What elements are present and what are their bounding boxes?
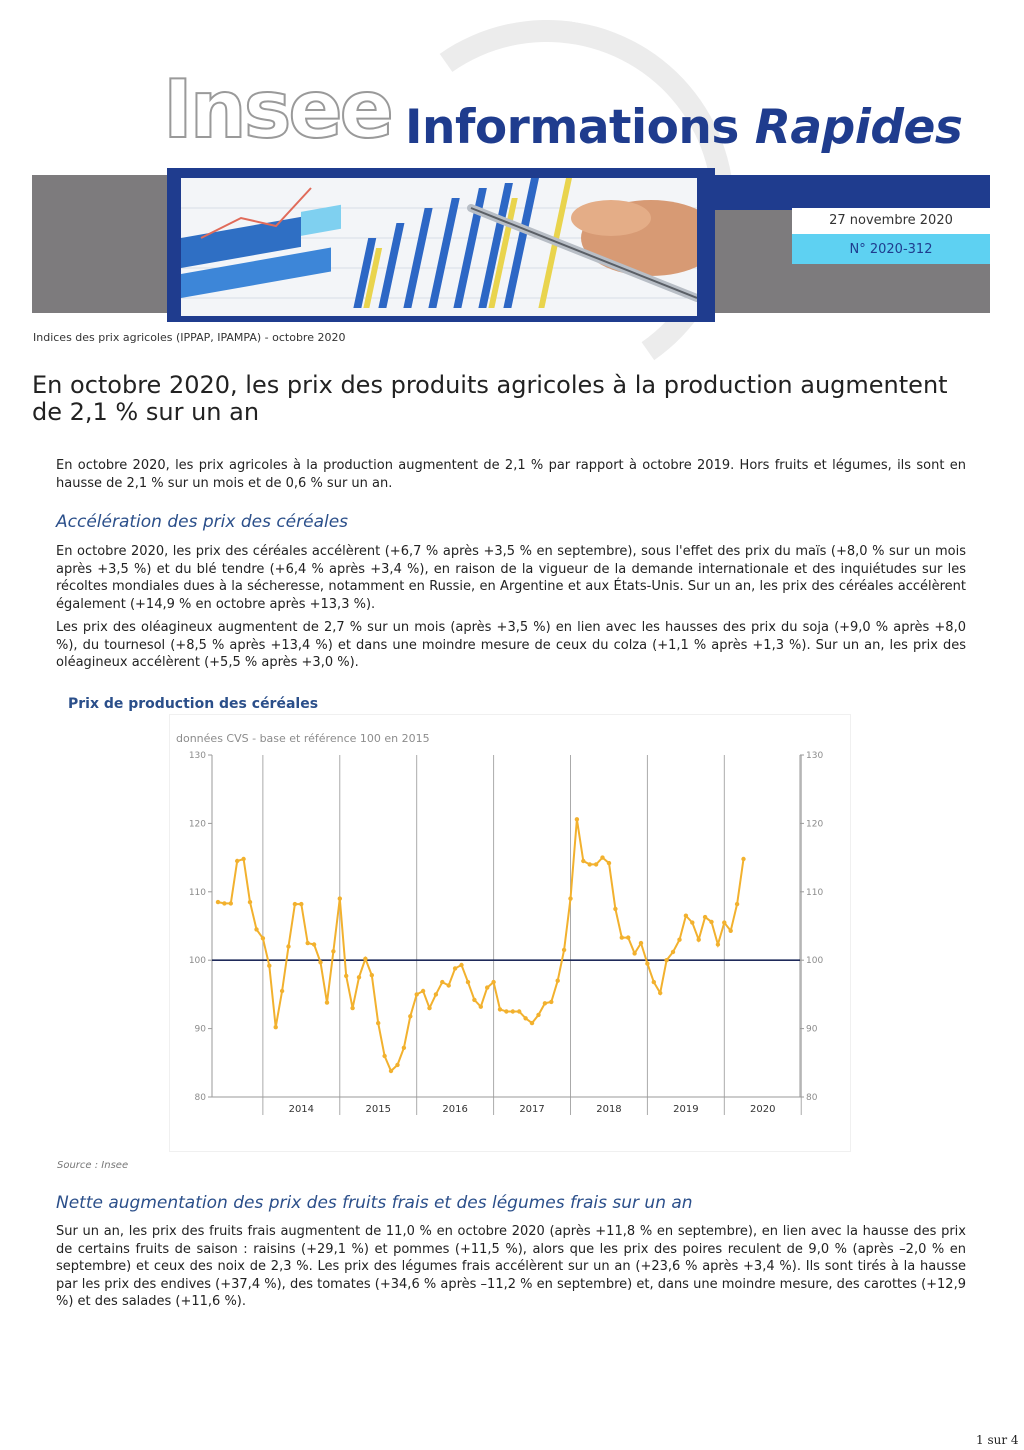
data-point	[222, 901, 226, 905]
publication-title	[405, 100, 962, 155]
cereal-price-chart	[170, 715, 850, 1151]
x-tick-label: 2018	[596, 1104, 622, 1115]
data-point	[389, 1069, 393, 1073]
data-point	[254, 927, 258, 931]
publication-title-word1: Informations	[405, 100, 739, 155]
data-point	[716, 942, 720, 946]
data-point	[543, 1001, 547, 1005]
data-point	[274, 1025, 278, 1029]
y-tick-label-left: 80	[194, 1093, 206, 1103]
data-point	[697, 938, 701, 942]
data-point	[421, 989, 425, 993]
data-point	[248, 900, 252, 904]
data-point	[523, 1016, 527, 1020]
data-point	[664, 958, 668, 962]
x-tick-label: 2017	[519, 1104, 545, 1115]
data-point	[241, 857, 245, 861]
data-point	[447, 983, 451, 987]
section1-paragraph1: En octobre 2020, les prix des céréales accélèrent (+6,7 % après +3,5 % en septembre), sous l'effet des prix du maïs (+8,0 % sur un mois après +3,5 %) et du blé tendre (+6,4 % après +3,4 %), en raison de la vigueur de la demande internationale et des inquiétudes sur les récoltes mondiales dues à la sécheresse, notamment en Russie, en Argentine et aux États-Unis. Sur un an, les prix des céréales accélèrent également (+14,9 % en octobre après +13,3 %).	[56, 544, 966, 612]
data-point	[703, 915, 707, 919]
header-photo-frame	[167, 168, 715, 322]
data-point	[491, 980, 495, 984]
data-point	[568, 896, 572, 900]
data-point	[306, 941, 310, 945]
data-point	[536, 1013, 540, 1017]
intro-paragraph: En octobre 2020, les prix agricoles à la production augmentent de 2,1 % par rapport à octobre 2019. Hors fruits et légumes, ils sont en hausse de 2,1 % sur un mois et de 0,6 % sur un an.	[56, 458, 966, 491]
data-point	[395, 1063, 399, 1067]
x-tick-label: 2020	[750, 1104, 776, 1115]
data-point	[613, 907, 617, 911]
headline: En octobre 2020, les prix des produits agricoles à la production augmentent de 2,1 % sur un an	[32, 371, 948, 426]
data-point	[466, 980, 470, 984]
data-point	[286, 944, 290, 948]
data-point	[511, 1009, 515, 1013]
chart-source: Source : Insee	[57, 1160, 129, 1171]
chart-subtitle: données CVS - base et référence 100 en 2015	[176, 732, 430, 745]
y-tick-label-left: 120	[188, 819, 206, 830]
data-point	[645, 961, 649, 965]
x-tick-label: 2016	[442, 1104, 468, 1115]
data-point	[434, 992, 438, 996]
x-tick-label: 2014	[288, 1104, 315, 1115]
y-tick-label-right: 90	[806, 1024, 818, 1035]
data-point	[690, 920, 694, 924]
page-number: 1 sur 4	[976, 1433, 1019, 1447]
y-tick-label-left: 110	[188, 887, 206, 898]
data-point	[594, 862, 598, 866]
data-point	[216, 900, 220, 904]
chart-title: Prix de production des céréales	[68, 696, 319, 712]
header-blue-band	[700, 175, 990, 210]
data-point	[229, 901, 233, 905]
data-point	[293, 902, 297, 906]
data-point	[549, 1000, 553, 1004]
data-point	[261, 936, 265, 940]
data-point	[440, 980, 444, 984]
data-point	[556, 979, 560, 983]
data-point	[741, 857, 745, 861]
data-point	[325, 1000, 329, 1004]
y-tick-label-left: 90	[194, 1024, 206, 1035]
insee-logo: Insee	[163, 63, 391, 156]
x-tick-label: 2015	[365, 1104, 391, 1115]
publication-number-box	[792, 234, 990, 264]
publication-number: N° 2020-312	[849, 242, 933, 257]
data-point	[472, 998, 476, 1002]
data-point	[453, 966, 457, 970]
data-point	[735, 902, 739, 906]
data-point	[267, 964, 271, 968]
data-point	[376, 1021, 380, 1025]
data-point	[607, 861, 611, 865]
data-point	[530, 1021, 534, 1025]
section2-paragraph1: Sur un an, les prix des fruits frais augmentent de 11,0 % en octobre 2020 (après +11,8 % en septembre), en lien avec la hausse des prix de certains fruits de saison : raisins (+29,1 %) et pommes (+11,5 %), alors que les prix des poires reculent de 9,0 % (après –2,0 % en septembre) et ceux des noix de 2,3 %. Les prix des légumes frais accélèrent sur un an (+23,6 % après +3,4 %). Ils sont tirés à la hausse par les prix des endives (+37,4 %), des tomates (+34,6 % après –11,2 % en septembre) et, dans une moindre mesure, des carottes (+12,9 %) et des salades (+11,6 %).	[56, 1224, 966, 1309]
data-point	[363, 957, 367, 961]
data-point	[709, 920, 713, 924]
data-point	[344, 974, 348, 978]
data-point	[581, 859, 585, 863]
data-point	[671, 950, 675, 954]
data-point	[722, 920, 726, 924]
section1-title: Accélération des prix des céréales	[56, 512, 349, 532]
data-point	[357, 975, 361, 979]
header-photo-chart-and-pen-image	[181, 178, 697, 316]
y-tick-label-right: 130	[806, 751, 824, 761]
publication-title-word2: Rapides	[754, 100, 963, 155]
header-photo-illustration	[181, 178, 697, 316]
y-tick-label-left: 130	[188, 751, 206, 761]
data-point	[504, 1009, 508, 1013]
x-tick-label: 2019	[673, 1104, 699, 1115]
chart-series	[212, 817, 800, 1073]
data-point	[639, 941, 643, 945]
data-point	[382, 1054, 386, 1058]
data-point	[600, 855, 604, 859]
y-tick-label-right: 100	[806, 956, 824, 967]
data-point	[626, 935, 630, 939]
data-point	[498, 1007, 502, 1011]
data-point	[427, 1006, 431, 1010]
y-tick-label-right: 80	[806, 1093, 818, 1103]
data-point	[575, 817, 579, 821]
publication-date: 27 novembre 2020	[829, 213, 953, 228]
chart-frame	[170, 715, 850, 1151]
data-point	[299, 902, 303, 906]
section2-title: Nette augmentation des prix des fruits frais et des légumes frais sur un an	[56, 1193, 693, 1213]
y-tick-label-right: 110	[806, 887, 824, 898]
data-point	[370, 973, 374, 977]
data-point	[350, 1006, 354, 1010]
data-point	[459, 963, 463, 967]
y-tick-label-left: 100	[188, 956, 206, 967]
document-subject: Indices des prix agricoles (IPPAP, IPAMPA) - octobre 2020	[33, 331, 346, 344]
data-point	[632, 951, 636, 955]
data-point	[415, 992, 419, 996]
publication-date-box	[792, 208, 990, 234]
data-point	[402, 1046, 406, 1050]
data-point	[485, 985, 489, 989]
data-point	[652, 980, 656, 984]
data-point	[338, 896, 342, 900]
data-point	[479, 1005, 483, 1009]
data-point	[684, 914, 688, 918]
series-line-cereal-prices	[218, 819, 744, 1071]
data-point	[620, 935, 624, 939]
data-point	[517, 1009, 521, 1013]
chart-axes	[189, 751, 824, 1115]
data-point	[312, 942, 316, 946]
data-point	[331, 949, 335, 953]
data-point	[588, 862, 592, 866]
section1-paragraph2: Les prix des oléagineux augmentent de 2,7 % sur un mois (après +3,5 %) en lien avec les hausses des prix du soja (+9,0 % après +8,0 %), du tournesol (+8,5 % après +13,4 %) et dans une moindre mesure de ceux du colza (+1,1 % après +1,3 %). Sur un an, les prix des oléagineux accélèrent (+5,5 % après +3,0 %).	[56, 620, 966, 670]
data-point	[658, 991, 662, 995]
data-point	[318, 960, 322, 964]
data-point	[729, 929, 733, 933]
data-point	[235, 859, 239, 863]
data-point	[408, 1014, 412, 1018]
data-point	[562, 948, 566, 952]
data-point	[677, 938, 681, 942]
data-point	[280, 989, 284, 993]
y-tick-label-right: 120	[806, 819, 824, 830]
